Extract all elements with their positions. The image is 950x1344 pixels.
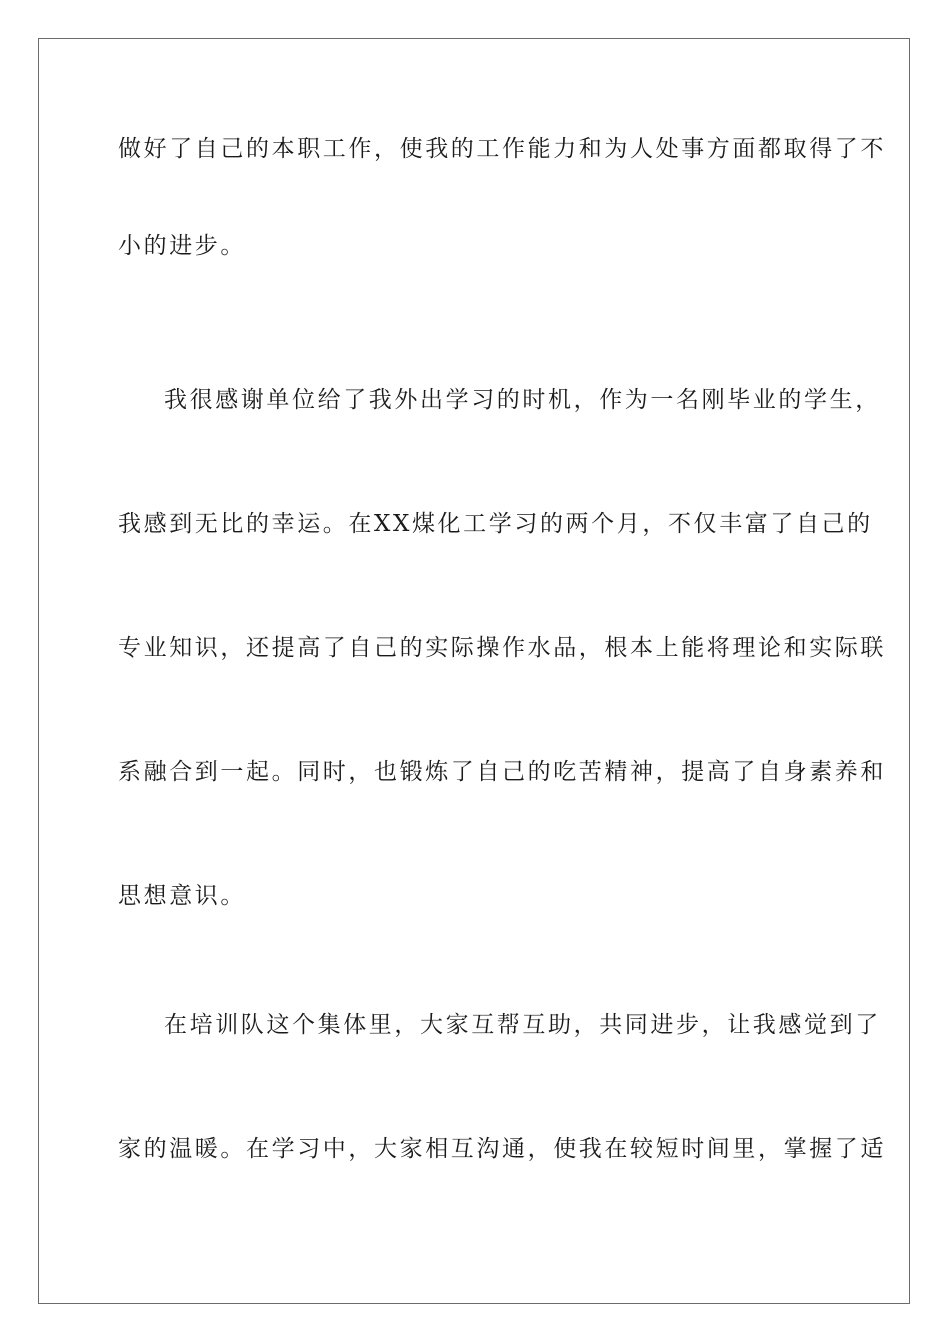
text-line-3: 我很感谢单位给了我外出学习的时机，作为一名刚毕业的学生， [164, 387, 881, 413]
text-line-8: 在培训队这个集体里，大家互帮互助，共同进步，让我感觉到了 [164, 1012, 881, 1038]
text-line-5: 专业知识，还提高了自己的实际操作水品，根本上能将理论和实际联 [118, 635, 886, 661]
text-line-2: 小的进步。 [118, 233, 246, 259]
text-line-4: 我感到无比的幸运。在XX煤化工学习的两个月，不仅丰富了自己的 [118, 511, 873, 537]
text-line-9: 家的温暖。在学习中，大家相互沟通，使我在较短时间里，掌握了适 [118, 1136, 886, 1162]
text-line-7: 思想意识。 [118, 883, 246, 909]
page-border [38, 38, 910, 1304]
text-line-6: 系融合到一起。同时，也锻炼了自己的吃苦精神，提高了自身素养和 [118, 759, 886, 785]
text-line-1: 做好了自己的本职工作，使我的工作能力和为人处事方面都取得了不 [118, 136, 886, 162]
